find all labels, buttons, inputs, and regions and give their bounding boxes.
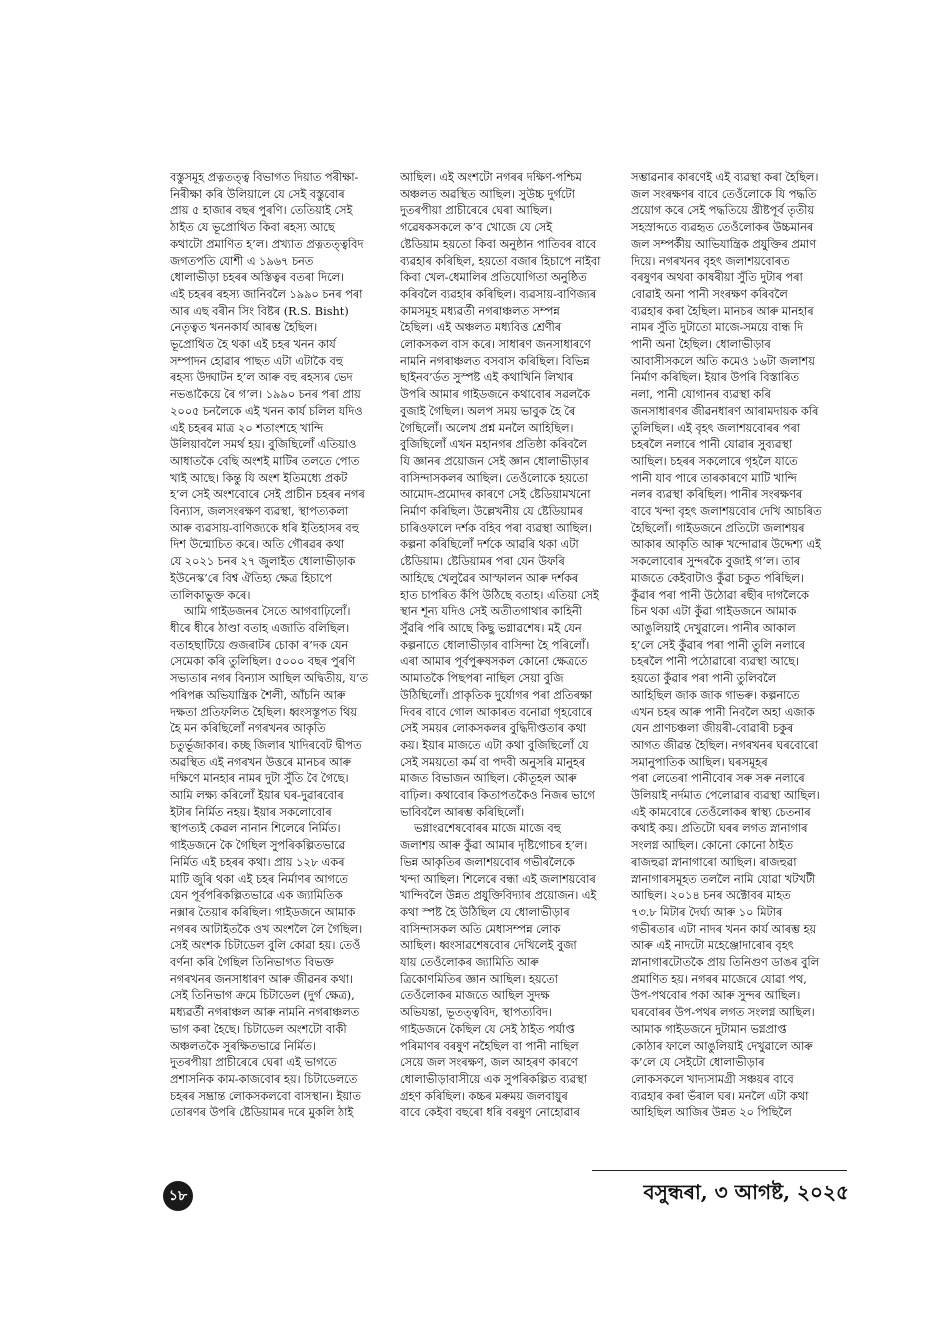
paragraph: আমি গাইডজনৰ সৈতে আগবাঢ়িলোঁ। ধীৰে ধীৰে ঠাণ্ডা বতাহ এজাতি বলিছিল। বতাহছাটিয়ে গুজৰাটৰ চোকা ৰ’দক যেন সেমেকা কৰি তুলিছিল। ৫০০০ বছৰ পুৰণি সভ্যতাৰ নগৰ বিন্যাস আছিল অদ্বিতীয়, য’ত পৰিপক্ক অভিযান্ত্ৰিক শৈলী, আঁচনি আৰু দক্ষতা প্ৰতিফলিত হৈছিল। ধ্বংসস্তূপত থিয় হৈ মন কৰিছিলোঁ নগৰখনৰ আকৃতি চতুৰ্ভূজাকাৰ। কচ্ছ জিলাৰ খাদিৰবেট দ্বীপত অৱস্থিত এই নগৰখন উত্তৰে মানচৰ আৰু দক্ষিণে মানহাৰ নামৰ দুটা সুঁতি বৈ গৈছে। আমি লক্ষ্য কৰিলোঁ ইয়াৰ ঘৰ-দুৱাৰবোৰ ইটাৰ নিৰ্মিত নহয়। ইয়াৰ সকলোবোৰ স্থাপত্যই কেৱল নানান শিলেৰে নিৰ্মিত। গাইডজনে কৈ গৈছিল সুপৰিকল্পিতভাৱে নিৰ্মিত এই চহৰৰ কথা। প্ৰায় ১২৮ একৰ মাটি জুৰি থকা এই চহৰ নিৰ্মাণৰ আগতে যেন পূৰ্বপৰিকল্পিতভাৱে এক জ্যামিতিক নক্সাৰ তৈয়াৰ কৰিছিল। গাইডজনে আমাক নগৰৰ আটাইতকৈ ওখ অংশলৈ লৈ গৈছিল। সেই অংশক চিটাডেল বুলি কোৱা হয়। তেওঁ বৰ্ণনা কৰি গৈছিল তিনিভাগত বিভক্ত নগৰখনৰ জনসাধাৰণ আৰু জীৱনৰ কথা। সেই তিনিভাগ ক্ৰমে চিটাডেল (দুৰ্গ ক্ষেত্ৰ), মধ্যৱৰ্তী নগৰাঞ্চল আৰু নামনি নগৰাঞ্চলত ভাগ কৰা হৈছে। চিটাডেল অংশটো বাকী অঞ্চলতকৈ সুৰক্ষিতভাৱে নিৰ্মিত। দুতৰপীয়া প্ৰাচীৰেৰে ঘেৰা এই ভাগতে প্ৰশাসনিক কাম-কাজবোৰ হয়। চিটাডেলতে চহৰৰ সম্ভ্ৰান্ত লোকসকলবো বাসস্থান। ইয়াত তোৰণৰ উপৰি ষ্টেডিয়ামৰ দৰে মুকলি ঠাই — [170, 605, 368, 1120]
paragraph: বস্তুসমূহ প্ৰত্নতত্ত্ব বিভাগত দিয়াত পৰীক্ষা- নিৰীক্ষা কৰি উলিয়ালে যে সেই বস্তুবোৰ প্ৰায় ৫ হাজাৰ বছৰ পুৰণি। তেতিয়াই সেই ঠাইত যে ভূপ্ৰোথিত কিবা ৰহস্য আছে কথাটো প্ৰমাণিত হ’ল। প্ৰখ্যাত প্ৰত্নতত্ত্ববিদ জগতপতি যোশী এ ১৯৬৭ চনত ধোলাভীড়া চহৰৰ অস্তিত্বৰ বতৰা দিলে। এই চহৰৰ ৰহস্য জানিবলৈ ১৯৯০ চনৰ পৰা আৰ এছ বৰীন সিং বিষ্টৰ (R.S. Bisht) নেতৃত্বত খননকাৰ্য আৰম্ভ হৈছিল। ভূপ্ৰোথিত হৈ থকা এই চহৰ খনন কাৰ্য সম্পাদন হোৱাৰ পাছত এটা এটাকৈ বহু ৰহস্য উদ্ঘাটন হ’ল আৰু বহু ৰহস্যৰ ভেদ নভঙাকৈয়ে ৰৈ গ’ল। ১৯৯০ চনৰ পৰা প্ৰায় ২০০৫ চনলৈকে এই খনন কাৰ্য চলিল যদিও এই চহৰৰ মাত্ৰ ২০ শতাংশহে খান্দি উলিয়াবলৈ সমৰ্থ হয়। বুজিছিলোঁ এতিয়াও আধাতকৈ বেছি অংশই মাটিৰ তলতে পোত খাই আছে। কিন্তু যি অংশ ইতিমধ্যে প্ৰকট হ’ল সেই অংশবোৰে সেই প্ৰাচীন চহৰৰ নগৰ বিন্যাস, জলসংৰক্ষণ ব্যৱস্থা, স্থাপত্যকলা আৰু ব্যৱসায়-বাণিজ্যকে ধৰি ইতিহাসৰ বহু দিশ উন্মোচিত কৰে। অতি গৌৰৱৰ কথা যে ২০২১ চনৰ ২৭ জুলাইত ধোলাভীড়াক ইউনেস্ক’ৰে বিশ্ব ঐতিহ্য ক্ষেত্ৰ হিচাপে তালিকাভুক্ত কৰে। — [170, 171, 365, 602]
article-column-1 — [170, 170, 385, 1182]
paragraph: আছিল। এই অংশটো নগৰৰ দক্ষিণ-পশ্চিম অঞ্চলত অৱস্থিত আছিল। সুউচ্চ দুৰ্গটো দুতৰপীয়া প্ৰাচীৰেৰে ঘেৰা আছিল। গৱেষকসকলে ক’ব খোজে যে সেই ষ্টেডিয়াম হয়তো কিবা অনুষ্ঠান পাতিবৰ বাবে ব্যৱহাৰ কৰিছিল, হয়তো বজাৰ হিচাপে নাইবা কিবা খেল-ধেমালিৰ প্ৰতিযোগিতা অনুষ্ঠিত কৰিবলৈ ব্যৱহাৰ কৰিছিল। ব্যৱসায়-বাণিজ্যৰ কামসমূহ মধ্যৱৰ্তী নগৰাঞ্চলত সম্পন্ন হৈছিল। এই অঞ্চলত মধ্যবিত্ত শ্ৰেণীৰ লোকসকল বাস কৰে। সাধাৰণ জনসাধাৰণে নামনি নগৰাঞ্চলত বসবাস কৰিছিল। বিভিন্ন ছাইনব’ৰ্ডত সুস্পষ্ট এই কথাখিনি লিখাৰ উপৰি আমাৰ গাইডজনে কথাবোৰ সৱলকৈ বুজাই গৈছিল। অলপ সময় ভাবুক হৈ ৰৈ গৈছিলোঁ। অলেখ প্ৰশ্ন মনলৈ আহিছিল। বুজিছিলোঁ এখন মহানগৰ প্ৰতিষ্ঠা কৰিবলৈ যি জ্ঞানৰ প্ৰয়োজন সেই জ্ঞান ধোলাভীড়াৰ বাসিন্দাসকলৰ আছিল। তেওঁলোকে হয়তো আমোদ-প্ৰমোদৰ কাৰণে সেই ষ্টেডিয়ামখনো নিৰ্মাণ কৰিছিল। উল্লেখনীয় যে ষ্টেডিয়ামৰ চাৰিওফালে দৰ্শক বহিব পৰা ব্যৱস্থা আছিল। কল্পনা কৰিছিলোঁ দৰ্শকে আৱৰি থকা এটা ষ্টেডিয়াম। ষ্টেডিয়ামৰ পৰা যেন উফৰি আহিছে খেলুৱৈৰ আস্ফালন আৰু দৰ্শকৰ হাত চাপৰিত কঁপি উঠিছে বতাহ। এতিয়া সেই স্থান শূন্য যদিও সেই অতীতগাথাৰ কাহিনী সুঁৱৰি পৰি আছে কিছু ভগ্নাৱশেষ। মই যেন কল্পনাতে ধোলাভীড়াৰ বাসিন্দা হৈ পৰিলোঁ। এৰা আমাৰ পূৰ্বপুৰুষসকল কোনো ক্ষেত্ৰতে আমাতকৈ পিছপৰা নাছিল সেয়া বুজি উঠিছিলোঁ। প্ৰাকৃতিক দুৰ্যোগৰ পৰা প্ৰতিৰক্ষা দিবৰ বাবে গোল আকাৰত বনোৱা গৃহবোৰে সেই সময়ৰ লোকসকলৰ বুদ্ধিদীপ্ততাৰ কথা কয়। ইয়াৰ মাজতে এটা কথা বুজিছিলোঁ যে সেই সময়তো কৰ্ম বা পদবী অনুসৰি মানুহৰ মাজত বিভাজন আছিল। কৌতূহল আৰু বাঢ়িল। কথাবোৰ কিতাপতকৈও নিজৰ ভাগে ভাবিবলৈ আৰম্ভ কৰিছিলোঁ। — [400, 171, 601, 819]
paragraph: ভগ্নাংৱশেষবোৰৰ মাজে মাজে বহু জলাশয় আৰু কুঁৱা আমাৰ দৃষ্টিগোচৰ হ’ল। ভিন্ন আকৃতিৰ জলাশয়বোৰ গভীৰলৈকে খন্দা আছিল। শিলেৰে বন্ধা এই জলাশয়বোৰ খান্দিবলৈ উন্নত প্ৰযুক্তিবিদ্যাৰ প্ৰয়োজন। এই কথা স্পষ্ট হৈ উঠিছিল যে ধোলাভীড়াৰ বাসিন্দাসকল অতি মেধাসম্পন্ন লোক আছিল। ধ্বংসাৱশেষবোৰ দেখিলেই বুজা যায় তেওঁলোকৰ জ্যামিতি আৰু ত্ৰিকোণমিতিৰ জ্ঞান আছিল। হয়তো তেওঁলোকৰ মাজতে আছিল সুদক্ষ অভিযন্তা, ভূতত্ত্ববিদ, স্থাপত্যবিদ। গাইডজনে কৈছিল যে সেই ঠাইত পৰ্যাপ্ত পৰিমাণৰ বৰষুণ নহৈছিল বা পানী নাছিল সেয়ে জল সংৰক্ষণ, জল আহৰণ কাৰণে ধোলাভীড়াবাসীয়ে এক সুপৰিকল্পিত ব্যৱস্থা গ্ৰহণ কৰিছিল। কচ্চৰ মৰুময় জলবায়ুৰ বাবে কেইবা বছৰো ধৰি বৰষুণ নোহোৱাৰ — [400, 822, 597, 1120]
article-body — [170, 170, 846, 1182]
footer-publication-date: বসুন্ধৰা, ৩ আগষ্ট, ২০২৫ — [643, 1180, 849, 1204]
page-number-badge: ১৮ — [163, 1181, 193, 1211]
article-column-2 — [400, 170, 615, 1182]
article-column-3 — [631, 170, 846, 1182]
footer-divider — [592, 1170, 847, 1171]
paragraph: সম্ভাৱনাৰ কাৰণেই এই ব্যৱস্থা কৰা হৈছিল। জল সংৰক্ষণৰ বাবে তেওঁলোকে যি পদ্ধতি প্ৰয়োগ কৰে সেই পদ্ধতিয়ে খ্ৰীষ্টপূৰ্ব তৃতীয় সহস্ৰাব্দতে ব্যৱহৃত তেওঁলোকৰ উচ্চমানৰ জল সম্পৰ্কীয় আভিযান্ত্ৰিক প্ৰযুক্তিৰ প্ৰমাণ দিয়ে। নগৰখনৰ বৃহৎ জলাশয়বোৰত বৰষুণৰ অথবা কাষৰীয়া সুঁতি দুটাৰ পৰা বোৱাই অনা পানী সংৰক্ষণ কৰিবলৈ ব্যৱহাৰ কৰা হৈছিল। মানচৰ আৰু মানহাৰ নামৰ সুঁতি দুটাতো মাজে-সময়ে বান্ধ দি পানী অনা হৈছিল। ধোলাভীড়াৰ আবাসীসকলে অতি কমেও ১৬টা জলাশয় নিৰ্মাণ কৰিছিল। ইয়াৰ উপৰি বিস্তাৰিত নলা, পানী যোগানৰ ব্যৱস্থা কৰি জনসাধাৰণৰ জীৱনধাৰণ আৰামদায়ক কৰি তুলিছিল। এই বৃহৎ জলাশয়বোৰৰ পৰা চহৰলৈ নলাৰে পানী যোৱাৰ সুব্যৱস্থা আছিল। চহৰৰ সকলোৰে গৃহলৈ যাতে পানী যাব পাৰে তাৰকাৰণে মাটি খান্দি নলৰ ব্যৱস্থা কৰিছিল। পানীৰ সংৰক্ষণৰ বাবে খন্দা বৃহৎ জলাশয়বোৰ দেখি আচৰিত হৈছিলোঁ। গাইডজনে প্ৰতিটো জলাশয়ৰ আকাৰ আকৃতি আৰু খন্দোৱাৰ উদ্দেশ্য এই সকলোবোৰ সুন্দৰকৈ বুজাই গ’ল। তাৰ মাজতে কেইবাটাও কুঁৱা চকুত পৰিছিল। কুঁৱাৰ পৰা পানী উঠোৱা ৰছীৰ দাগলৈকে চিন থকা এটা কুঁৱা গাইডজনে আমাক আঙুলিয়াই দেখুৱালে। পানীৰ আকাল হ’লে সেই কুঁৱাৰ পৰা পানী তুলি নলাৰে চহৰলৈ পানী পঠোৱাৰো ব্যৱস্থা আছে। হয়তো কুঁৱাৰ পৰা পানী তুলিবলৈ আহিছিল জাক জাক গাভৰু। কল্পনাতে এখন চহৰ আৰু পানী নিবলৈ অহা এজাক যেন প্ৰাণচঞ্চলা জীয়ৰী-বোৱাৰী চকুৰ আগত জীৱন্ত হৈছিল। নগৰখনৰ ঘৰবোৰো সমানুপাতিক আছিল। ঘৰসমূহৰ পৰা লেতেৰা পানীবোৰ সৰু সৰু নলাৰে উলিয়াই নৰ্দমাত পেলোৱাৰ ব্যৱস্থা আছিল। এই কামবোৰে তেওঁলোকৰ স্বাস্থ্য চেতনাৰ কথাই কয়। প্ৰতিটো ঘৰৰ লগত স্নানাগাৰ সংলগ্ন আছিল। কোনো কোনো ঠাইত ৰাজহুৱা স্নানাগাৰো আছিল। ৰাজহুৱা স্নানাগাৰসমূহত তললৈ নামি যোৱা খটখটী আছিল। ২০১৪ চনৰ অক্টোবৰ মাহত ৭৩.৮ মিটাৰ দৈৰ্ঘ্য আৰু ১০ মিটাৰ গভীৰতাৰ এটা নাদৰ খনন কাৰ্য আৰম্ভ হয় আৰু এই নাদটো মহেঞ্জোদাৰোৰ বৃহৎ স্নানাগাৰটোতকৈ প্ৰায় তিনিগুণ ডাঙৰ বুলি প্ৰমাণিত হয়। নগৰৰ মাজেৰে যোৱা পথ, উপ-পথবোৰ পকা আৰু সুন্দৰ আছিল। ঘৰবোৰৰ উপ-পথৰ লগত সংলগ্ন আছিল। আমাক গাইডজনে দুটামান ভগ্নপ্ৰাপ্ত কোঠাৰ ফালে আঙুলিয়াই দেখুৱালে আৰু ক’লে যে সেইটো ধোলাভীড়াৰ লোকসকলে খাদ্যসামগ্ৰী সঞ্চয়ৰ বাবে ব্যৱহাৰ কৰা ভঁৰাল ঘৰ। মনলৈ এটা কথা আহিছিল আজিৰ উন্নত ২০ পিছিলৈ — [631, 171, 822, 1120]
